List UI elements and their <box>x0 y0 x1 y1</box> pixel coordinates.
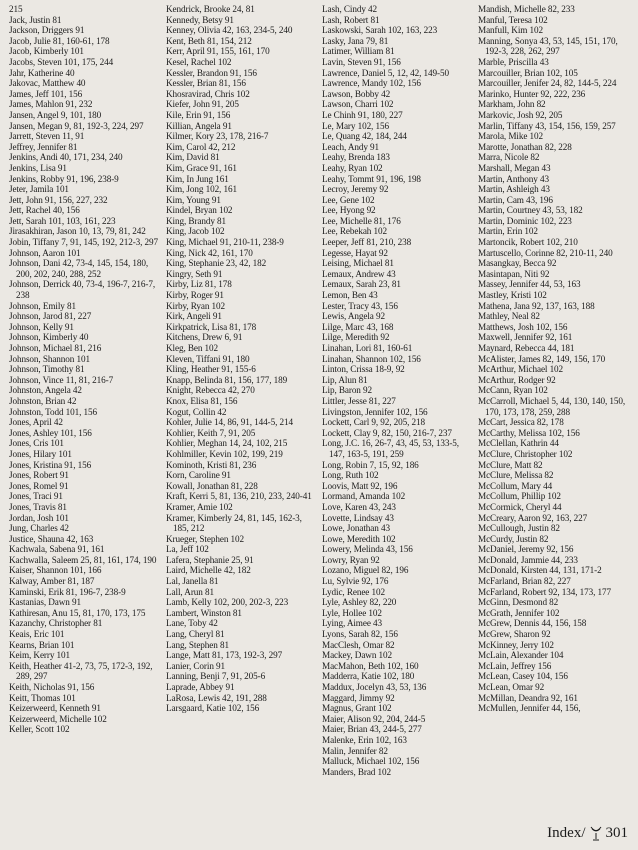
index-entry: Khosravirad, Chris 102 <box>166 88 250 99</box>
index-entry: Kerr, April 91, 155, 161, 170 <box>166 46 270 57</box>
index-entry: Jackson, Driggers 91 <box>9 25 85 36</box>
index-entry: Jones, Ashley 101, 156 <box>9 427 92 438</box>
index-entry: Lange, Matt 81, 173, 192-3, 297 <box>166 650 283 661</box>
index-entry: Lying, Aimee 43 <box>322 618 382 629</box>
index-entry: Lamb, Kelly 102, 200, 202-3, 223 <box>166 597 289 608</box>
index-entry: Kominoth, Kristi 81, 236 <box>166 459 257 470</box>
index-entry: LaRosa, Lewis 42, 191, 288 <box>166 692 267 703</box>
index-entry: James, Jeff 101, 156 <box>9 88 83 99</box>
index-column-2 <box>166 4 316 714</box>
index-entry: McAlister, James 82, 149, 156, 170 <box>478 353 606 364</box>
index-entry: Lemaux, Sarah 23, 81 <box>322 279 401 290</box>
index-entry: Lanning, Benji 7, 91, 205-6 <box>166 671 266 682</box>
index-entry: Krueger, Stephen 102 <box>166 533 245 544</box>
index-entry: Jenkins, Lisa 91 <box>9 162 67 173</box>
index-entry: Keizerweerd, Michelle 102 <box>9 713 107 724</box>
index-entry: Lozano, Miguel 82, 196 <box>322 565 409 576</box>
index-entry: King, Nick 42, 161, 170 <box>166 247 253 258</box>
index-entry: Laprade, Abbey 91 <box>166 682 235 692</box>
index-entry: Long, Ruth 102 <box>322 470 379 481</box>
index-entry: Johnson, Michael 81, 216 <box>9 343 102 353</box>
index-entry: Magnus, Grant 102 <box>322 703 392 714</box>
footer-label: Index/ <box>547 825 586 841</box>
index-entry: McClure, Melissa 82 <box>478 470 554 481</box>
index-entry: Martin, Erin 102 <box>478 226 538 237</box>
index-entry: Marlin, Tiffany 43, 154, 156, 159, 257 <box>478 120 616 131</box>
index-entry: Martoncik, Robert 102, 210 <box>478 237 578 248</box>
index-entry: Jansen, Angel 9, 101, 180 <box>9 109 102 120</box>
index-entry: Johnson, Timothy 81 <box>9 364 85 375</box>
index-entry: Lall, Arun 81 <box>166 586 214 597</box>
index-entry: Leahy, Ryan 102 <box>322 162 383 173</box>
index-entry: Malluck, Michael 102, 156 <box>322 756 420 767</box>
index-entry: Martin, Courtney 43, 53, 182 <box>478 205 583 216</box>
index-entry: Jansen, Megan 9, 81, 192-3, 224, 297 <box>9 120 144 131</box>
index-entry: McGrew, Sharon 92 <box>478 629 551 640</box>
index-entry: McMillan, Deandra 92, 161 <box>478 692 578 703</box>
index-entry: Kilmer, Kory 23, 178, 216-7 <box>166 131 269 142</box>
index-entry: Malenke, Erin 102, 163 <box>322 734 407 745</box>
index-entry: Lilge, Meredith 92 <box>322 332 390 343</box>
index-entry: Lee, Michelle 81, 176 <box>322 215 401 226</box>
index-entry: Lecroy, Jeremy 92 <box>322 184 389 195</box>
index-entry: McClellan, Kathrin 44 <box>478 438 559 449</box>
index-entry: McMullen, Jennifer 44, 156, <box>478 703 581 714</box>
index-entry: Johnston, Brian 42 <box>9 395 77 406</box>
index-entry: Lafera, Stephanie 25, 91 <box>166 554 254 565</box>
index-entry: Johnson, Kimberly 40 <box>9 332 89 343</box>
index-entry: McLain, Alexander 104 <box>478 650 564 661</box>
index-entry: Lockett, Clay 9, 82, 150, 216-7, 237 <box>322 427 452 438</box>
index-entry: McDonald, Jammie 44, 233 <box>478 554 578 565</box>
index-entry: Knight, Rebecca 42, 270 <box>166 385 255 396</box>
index-entry: Kastanias, Dawn 91 <box>9 597 81 608</box>
index-entry: Malin, Jennifer 82 <box>322 745 388 756</box>
index-entry: Jack, Justin 81 <box>9 14 62 25</box>
index-entry: Jett, Rachel 40, 156 <box>9 205 80 216</box>
index-entry: Kessler, Brian 81, 156 <box>166 78 246 89</box>
index-entry: Leahy, Brenda 183 <box>322 152 390 163</box>
index-entry: McCollum, Mary 44 <box>478 480 553 491</box>
index-entry: Mastley, Kristi 102 <box>478 290 547 301</box>
index-column-1 <box>9 4 159 735</box>
index-entry: Martin, Ashleigh 43 <box>478 184 550 195</box>
index-entry: McDaniel, Jeremy 92, 156 <box>478 544 574 555</box>
index-entry: MacMahon, Beth 102, 160 <box>322 660 419 671</box>
index-entry: Lemaux, Andrew 43 <box>322 268 396 279</box>
page-number: 301 <box>605 825 628 841</box>
index-entry: Lee, Gene 102 <box>322 194 375 205</box>
index-entry: Johnson, Emily 81 <box>9 300 76 311</box>
index-entry: McCann, Ryan 102 <box>478 385 548 396</box>
index-entry: Jung, Charles 42 <box>9 523 69 534</box>
index-entry: Kogut, Collin 42 <box>166 406 227 417</box>
index-entry: Maggard, Jimmy 92 <box>322 692 395 703</box>
index-entry: Maier, Alison 92, 204, 244-5 <box>322 713 426 724</box>
index-entry: Kling, Heather 91, 155-6 <box>166 364 256 375</box>
index-entry: Lawrence, Daniel 5, 12, 42, 149-50 <box>322 67 449 78</box>
index-entry: Kim, Carol 42, 212 <box>166 141 236 152</box>
index-entry: McArthur, Rodger 92 <box>478 374 556 385</box>
index-entry: McArthur, Michael 102 <box>478 364 564 375</box>
index-entry: Maynard, Rebecca 44, 181 <box>478 343 575 353</box>
index-entry: McCollum, Phillip 102 <box>478 491 561 502</box>
index-entry: Jett, Sarah 101, 103, 161, 223 <box>9 215 116 226</box>
index-entry: Jacob, Julie 81, 160-61, 178 <box>9 35 110 46</box>
index-entry: Kim, In Jung 161 <box>166 173 229 184</box>
index-entry: McGinn, Desmond 82 <box>478 597 559 608</box>
index-entry: Manning, Sonya 43, 53, 145, 151, 170, 192-3, 228, 262, 297 <box>478 35 618 57</box>
index-entry: Markovic, Josh 92, 205 <box>478 109 563 120</box>
index-entry: Lormand, Amanda 102 <box>322 491 406 502</box>
index-entry: Lowery, Melinda 43, 156 <box>322 544 413 555</box>
index-entry: Kingry, Seth 91 <box>166 268 223 279</box>
index-entry: Livingston, Jennifer 102, 156 <box>322 406 428 417</box>
index-entry: Linahan, Lori 81, 160-61 <box>322 343 413 353</box>
index-entry: Jenkins, Robby 91, 196, 238-9 <box>9 173 119 184</box>
index-entry: Le, Quang 42, 184, 244 <box>322 131 407 142</box>
index-entry: Kendrick, Brooke 24, 81 <box>166 4 255 14</box>
index-entry: Jenkins, Andi 40, 171, 234, 240 <box>9 152 123 163</box>
index-entry: Lyle, Hollee 102 <box>322 607 382 618</box>
index-entry: Leeper, Jeff 81, 210, 238 <box>322 237 412 248</box>
index-entry: Lemon, Ben 43 <box>322 290 378 301</box>
index-entry: Kachwalla, Saleem 25, 81, 161, 174, 190 <box>9 554 157 565</box>
index-entry: Kraft, Kerri 5, 81, 136, 210, 233, 240-41 <box>166 491 312 502</box>
index-entry: Madderra, Katie 102, 180 <box>322 671 415 682</box>
index-entry: Kearns, Brian 101 <box>9 639 75 650</box>
index-entry: Lester, Tracy 43, 156 <box>322 300 398 311</box>
index-entry: Jordan, Josh 101 <box>9 512 69 523</box>
index-entry: Kesel, Rachel 102 <box>166 56 232 67</box>
index-entry: Lockett, Carl 9, 92, 205, 218 <box>322 417 425 428</box>
index-entry: Kiefer, John 91, 205 <box>166 99 239 110</box>
index-entry: Lambert, Winston 81 <box>166 607 242 618</box>
index-entry: Jones, Robert 91 <box>9 470 69 481</box>
index-entry: Lang, Cheryl 81 <box>166 629 225 640</box>
index-entry: McCarroll, Michael 5, 44, 130, 140, 150, 170, 173, 178, 259, 288 <box>478 395 626 417</box>
index-entry: Lowe, Jonathan 43 <box>322 523 390 534</box>
index-entry: Linahan, Shannon 102, 156 <box>322 353 421 364</box>
index-entry: McCarthy, Melissa 102, 156 <box>478 427 580 438</box>
index-entry: Lu, Sylvie 92, 176 <box>322 576 389 587</box>
index-entry: Kleven, Tiffani 91, 180 <box>166 353 250 364</box>
index-entry: Jones, Hilary 101 <box>9 448 72 459</box>
index-entry: McCurdy, Justin 82 <box>478 533 549 544</box>
index-entry: King, Brandy 81 <box>166 215 226 226</box>
index-entry: Mathena, Jana 92, 137, 163, 188 <box>478 300 595 311</box>
index-entry: Kowall, Jonathan 81, 228 <box>166 480 258 491</box>
index-entry: Keith, Heather 41-2, 73, 75, 172-3, 192, 289, 297 <box>9 660 153 682</box>
index-entry: Masangkay, Becca 92 <box>478 258 557 269</box>
index-entry: Keais, Eric 101 <box>9 629 65 640</box>
index-entry: McCullough, Justin 82 <box>478 523 560 534</box>
index-entry: Jarrett, Steven 11, 91 <box>9 131 85 142</box>
index-entry: Maxwell, Jennifer 92, 161 <box>478 332 573 343</box>
index-entry: Lyons, Sarah 82, 156 <box>322 629 398 640</box>
index-entry: McLean, Omar 92 <box>478 682 545 692</box>
index-entry: Kohlier, Keith 7, 91, 205 <box>166 427 256 438</box>
index-entry: MacClesh, Omar 82 <box>322 639 395 650</box>
index-entry: King, Michael 91, 210-11, 238-9 <box>166 237 284 248</box>
index-entry: Marshall, Megan 43 <box>478 162 551 173</box>
index-entry: Lane, Toby 42 <box>166 618 218 629</box>
index-column-4 <box>478 4 632 714</box>
index-entry: Jones, Cris 101 <box>9 438 64 449</box>
index-entry: Jones, Traci 91 <box>9 491 63 502</box>
index-entry: Le Chinh 91, 180, 227 <box>322 109 403 120</box>
index-entry: Lydic, Renee 102 <box>322 586 385 597</box>
index-entry: Marotte, Jonathan 82, 228 <box>478 141 572 152</box>
index-entry: Johnson, Aaron 101 <box>9 247 81 258</box>
index-entry: Martuscello, Corinne 82, 210-11, 240 <box>478 247 613 258</box>
index-entry: McClure, Christopher 102 <box>478 448 573 459</box>
index-entry: Keller, Scott 102 <box>9 724 70 735</box>
index-entry: Lawrence, Mandy 102, 156 <box>322 78 421 89</box>
index-entry: Kramer, Kimberly 24, 81, 145, 162-3, 185, 212 <box>166 512 302 534</box>
index-entry: Marble, Priscilla 43 <box>478 56 549 67</box>
index-entry: McKinney, Jerry 102 <box>478 639 554 650</box>
index-entry: Jobin, Tiffany 7, 91, 145, 192, 212-3, 297 <box>9 237 159 248</box>
index-entry: Manfull, Kim 102 <box>478 25 544 36</box>
index-entry: Korn, Caroline 91 <box>166 470 231 481</box>
index-entry: Jahr, Katherine 40 <box>9 67 75 78</box>
index-entry: Martin, Cam 43, 196 <box>478 194 553 205</box>
index-entry: Kramer, Amie 102 <box>166 501 233 512</box>
index-entry: Marola, Mike 102 <box>478 131 543 142</box>
index-entry: McLain, Jeffrey 156 <box>478 660 552 671</box>
index-entry: Kalway, Amber 81, 187 <box>9 576 95 587</box>
index-entry: Marcouiller, Brian 102, 105 <box>478 67 578 78</box>
index-entry: Jones, Romel 91 <box>9 480 69 491</box>
index-entry: King, Jacob 102 <box>166 226 225 237</box>
index-entry: Kohlmiller, Kevin 102, 199, 219 <box>166 448 283 459</box>
index-entry: Jeter, Jamila 101 <box>9 184 69 195</box>
index-entry: Lilge, Marc 43, 168 <box>322 321 394 332</box>
index-entry: King, Stephanie 23, 42, 182 <box>166 258 267 269</box>
index-entry: Loovis, Matt 92, 196 <box>322 480 398 491</box>
index-entry: McDonald, Kirsten 44, 131, 171-2 <box>478 565 602 576</box>
index-entry: Littler, Jesse 81, 227 <box>322 395 396 406</box>
index-entry: Lowe, Meredith 102 <box>322 533 396 544</box>
index-entry: Massey, Jennifer 44, 53, 163 <box>478 279 581 290</box>
index-entry: Kitchens, Drew 6, 91 <box>166 332 243 343</box>
index-entry: Jones, Kristina 91, 156 <box>9 459 92 470</box>
index-entry: Keizerweerd, Kenneth 91 <box>9 703 101 714</box>
index-entry: Johnson, Shannon 101 <box>9 353 90 364</box>
index-entry: Markham, John 82 <box>478 99 546 110</box>
index-entry: Kazanchy, Christopher 81 <box>9 618 103 629</box>
index-entry: Jett, John 91, 156, 227, 232 <box>9 194 108 205</box>
index-entry: McFarland, Robert 92, 134, 173, 177 <box>478 586 612 597</box>
index-entry: Love, Karen 43, 243 <box>322 501 396 512</box>
index-entry: Long, J.C. 16, 26-7, 43, 45, 53, 133-5, 147, 163-5, 191, 259 <box>322 438 459 459</box>
index-entry: Lovette, Lindsay 43 <box>322 512 394 523</box>
index-entry: Marra, Nicole 82 <box>478 152 540 163</box>
index-entry: Manders, Brad 102 <box>322 766 391 777</box>
index-entry: Jacobs, Steven 101, 175, 244 <box>9 56 114 67</box>
index-entry: Leahy, Tommt 91, 196, 198 <box>322 173 421 184</box>
index-entry: Lee, Rebekah 102 <box>322 226 387 237</box>
index-entry: Johnson, Kelly 91 <box>9 321 74 332</box>
index-entry: Kirby, Ryan 102 <box>166 300 226 311</box>
index-entry: Johnson, Vince 11, 81, 216-7 <box>9 374 114 385</box>
index-entry: Kohlier, Meghan 14, 24, 102, 215 <box>166 438 288 449</box>
index-entry: Long, Robin 7, 15, 92, 186 <box>322 459 419 470</box>
index-entry: Kleg, Ben 102 <box>166 343 219 353</box>
index-entry: McGrath, Jennifer 102 <box>478 607 560 618</box>
index-entry: Martin, Anthony 43 <box>478 173 549 184</box>
index-entry: Latimer, William 81 <box>322 46 395 57</box>
index-entry: Matthews, Josh 102, 156 <box>478 321 568 332</box>
index-entry: Lanier, Corin 91 <box>166 660 226 671</box>
index-entry: 215 <box>9 4 23 14</box>
index-entry: Jacob, Kimberly 101 <box>9 46 84 57</box>
index-entry: Kathiresan, Anu 15, 81, 170, 173, 175 <box>9 607 146 618</box>
index-entry: Johnston, Todd 101, 156 <box>9 406 98 417</box>
index-entry: Lyle, Ashley 82, 220 <box>322 597 397 608</box>
index-entry: Knapp, Belinda 81, 156, 177, 189 <box>166 374 288 385</box>
index-entry: Kim, Jong 102, 161 <box>166 184 237 195</box>
index-entry: Lawson, Charri 102 <box>322 99 394 110</box>
index-entry: Legesse, Hayat 92 <box>322 247 388 258</box>
index-entry: McClure, Matt 82 <box>478 459 543 470</box>
index-entry: Manful, Teresa 102 <box>478 14 548 25</box>
index-entry: Kent, Beth 81, 154, 212 <box>166 35 252 46</box>
index-entry: Le, Mary 102, 156 <box>322 120 389 131</box>
index-entry: Kindel, Bryan 102 <box>166 205 233 216</box>
index-entry: Leising, Michael 81 <box>322 258 394 269</box>
index-entry: Marcouiller, Jenifer 24, 82, 144-5, 224 <box>478 78 617 89</box>
index-entry: Knox, Elisa 81, 156 <box>166 395 238 406</box>
index-entry: Mandish, Michelle 82, 233 <box>478 4 575 14</box>
index-entry: Masintapan, Niti 92 <box>478 268 550 279</box>
index-entry: Jones, Travis 81 <box>9 501 67 512</box>
index-entry: McCreary, Aaron 92, 163, 227 <box>478 512 588 523</box>
index-entry: Martin, Dominic 102, 223 <box>478 215 572 226</box>
index-entry: Kim, Grace 91, 161 <box>166 162 237 173</box>
index-entry: McFarland, Brian 82, 227 <box>478 576 571 587</box>
index-entry: Linton, Crissa 18-9, 92 <box>322 364 405 375</box>
index-entry: Mathley, Neal 82 <box>478 311 540 322</box>
index-entry: McGrew, Dennis 44, 156, 158 <box>478 618 587 629</box>
index-entry: Lash, Robert 81 <box>322 14 380 25</box>
index-entry: La, Jeff 102 <box>166 544 209 555</box>
index-entry: Kirby, Roger 91 <box>166 290 224 301</box>
index-entry: Lip, Baron 92 <box>322 385 372 396</box>
index-entry: Justice, Shauna 42, 163 <box>9 533 94 544</box>
index-entry: Kim, Young 91 <box>166 194 221 205</box>
index-entry: Johnson, Derrick 40, 73-4, 196-7, 216-7, 238 <box>9 279 156 301</box>
index-entry: Lasky, Jana 79, 81 <box>322 35 389 46</box>
index-entry: Lawson, Bobby 42 <box>322 88 391 99</box>
index-entry: Jakovac, Matthew 40 <box>9 78 86 89</box>
index-entry: Mackey, Dawn 102 <box>322 650 393 661</box>
index-entry: Kaiser, Shannon 101, 166 <box>9 565 102 576</box>
index-entry: Kile, Erin 91, 156 <box>166 109 231 120</box>
index-entry: Larsgaard, Katie 102, 156 <box>166 703 260 714</box>
index-entry: Lip, Alun 81 <box>322 374 368 385</box>
goblet-icon <box>589 826 603 842</box>
index-entry: Lavin, Steven 91, 156 <box>322 56 401 67</box>
index-entry: Kim, David 81 <box>166 152 220 163</box>
index-entry: Kohler, Julie 14, 86, 91, 144-5, 214 <box>166 417 293 428</box>
index-entry: Johnson, Jarod 81, 227 <box>9 311 92 322</box>
page-footer <box>547 825 628 842</box>
index-entry: Kachwala, Sabena 91, 161 <box>9 544 105 555</box>
index-entry: Johnston, Angela 42 <box>9 385 82 396</box>
index-entry: Marinko, Hunter 92, 222, 236 <box>478 88 586 99</box>
index-entry: Lal, Janella 81 <box>166 576 219 587</box>
index-entry: James, Mahlon 91, 232 <box>9 99 93 110</box>
index-entry: Leach, Andy 91 <box>322 141 380 152</box>
index-entry: Lee, Hyong 92 <box>322 205 376 216</box>
index-column-3 <box>322 4 472 777</box>
index-entry: Lash, Cindy 42 <box>322 4 377 14</box>
index-entry: Johnson, Dani 42, 73-4, 145, 154, 180, 200, 202, 240, 288, 252 <box>9 258 149 279</box>
index-entry: Jeffrey, Jennifer 81 <box>9 141 78 152</box>
index-entry: Kessler, Brandon 91, 156 <box>166 67 257 78</box>
index-entry: Laskowski, Sarah 102, 163, 223 <box>322 25 438 36</box>
index-entry: Lewis, Angela 92 <box>322 311 385 322</box>
index-entry: Maier, Brian 43, 244-5, 277 <box>322 724 422 735</box>
index-entry: McCart, Jessica 82, 178 <box>478 417 564 428</box>
index-entry: Jones, April 42 <box>9 417 63 428</box>
index-entry: Kirk, Angeli 91 <box>166 311 222 322</box>
index-entry: Kennedy, Betsy 91 <box>166 14 234 25</box>
index-entry: Lowry, Ryan 92 <box>322 554 380 565</box>
index-entry: Kirby, Liz 81, 178 <box>166 279 232 290</box>
index-entry: Jirasakhiran, Jason 10, 13, 79, 81, 242 <box>9 226 146 237</box>
index-entry: Kenney, Olivia 42, 163, 234-5, 240 <box>166 25 293 36</box>
index-entry: McLean, Casey 104, 156 <box>478 671 568 682</box>
index-entry: Kaminski, Erik 81, 196-7, 238-9 <box>9 586 126 597</box>
index-entry: Killian, Angela 91 <box>166 120 232 131</box>
index-entry: Laird, Michelle 42, 182 <box>166 565 251 576</box>
index-entry: Kirkpatrick, Lisa 81, 178 <box>166 321 257 332</box>
index-entry: Keith, Nicholas 91, 156 <box>9 682 95 692</box>
index-entry: Lang, Stephen 81 <box>166 639 229 650</box>
index-entry: Keim, Kerry 101 <box>9 650 71 661</box>
index-entry: Keitt, Thomas 101 <box>9 692 76 703</box>
index-entry: McCormick, Cheryl 44 <box>478 501 562 512</box>
index-entry: Maddux, Jocelyn 43, 53, 136 <box>322 682 427 692</box>
